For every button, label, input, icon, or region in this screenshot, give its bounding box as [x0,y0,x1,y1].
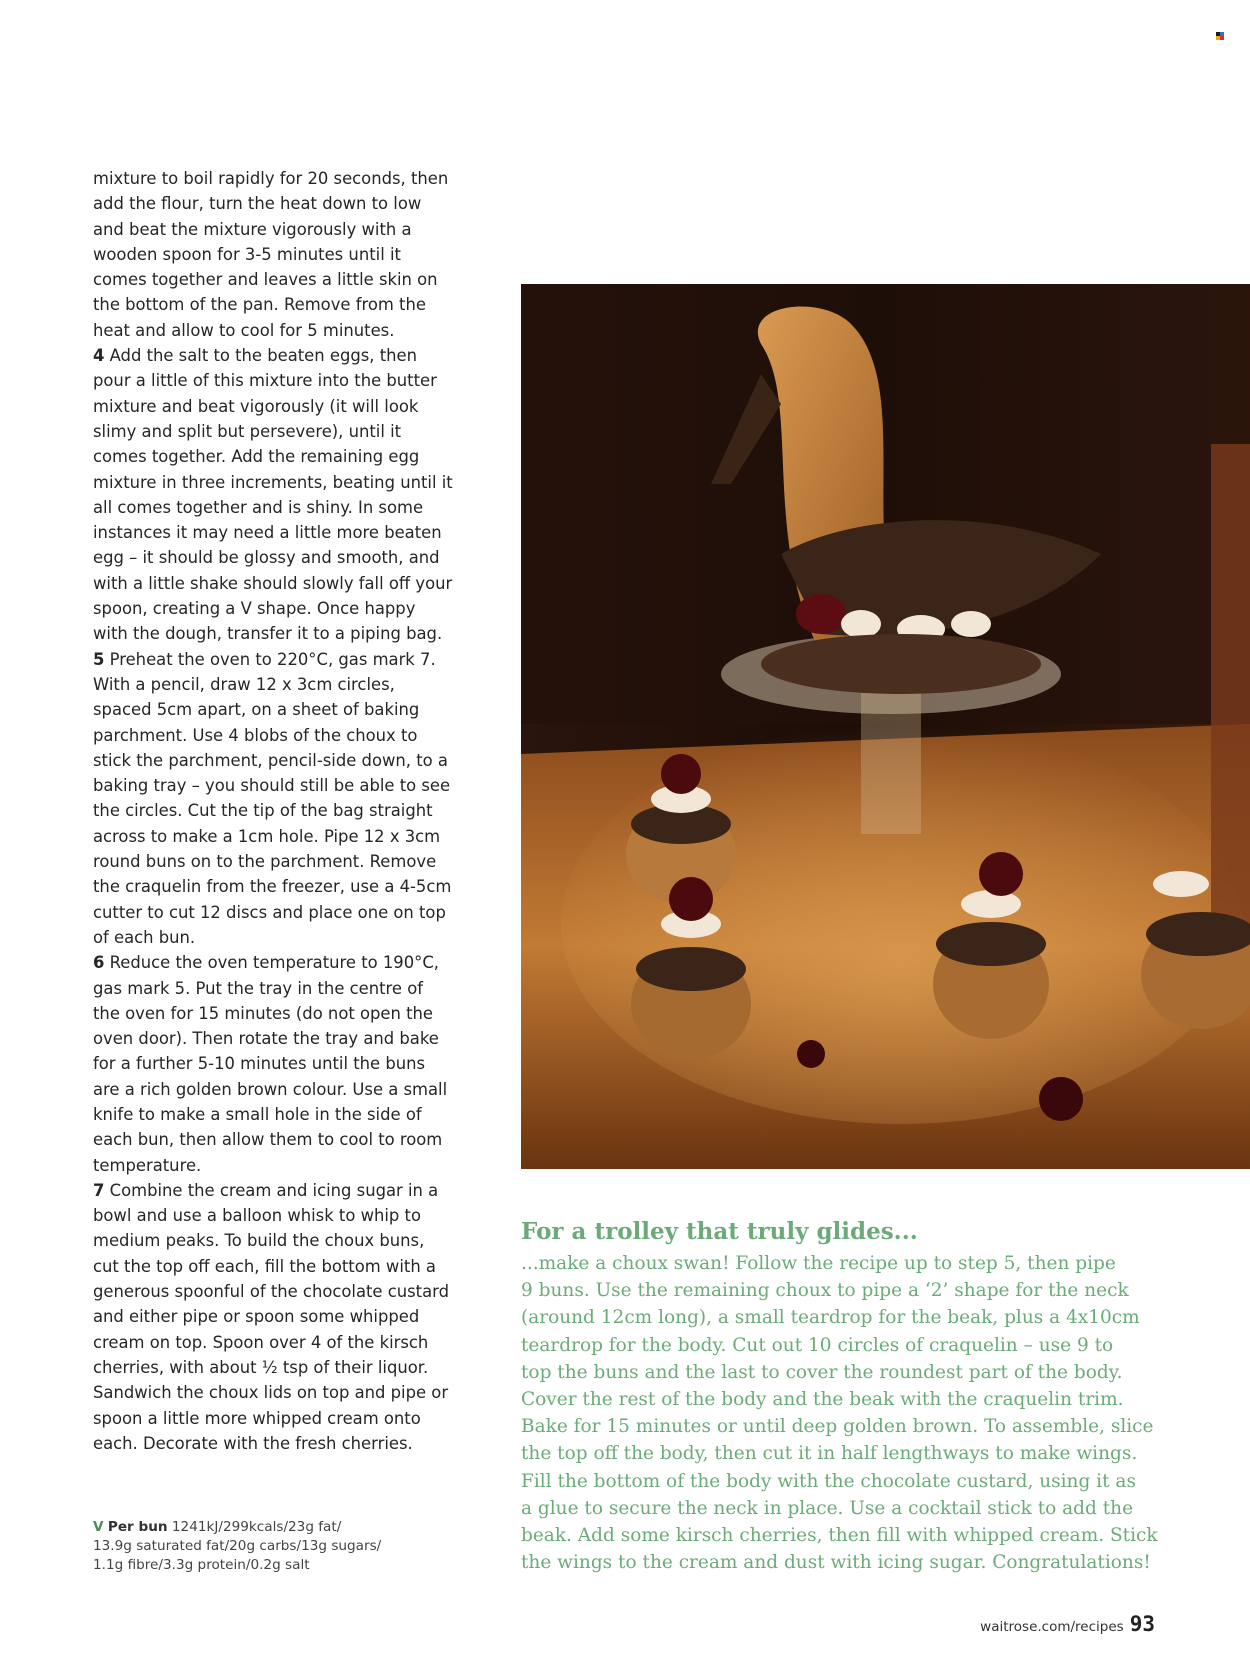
per-bun-label: Per bun [107,1519,168,1535]
tip-line: Cover the rest of the body and the beak with the craquelin trim. [521,1389,1124,1411]
method-column [93,166,453,1456]
tip-body [521,1250,1161,1576]
choux-swan-photo [521,284,1250,1169]
step-number: 4 [93,346,105,366]
vegetarian-badge: V [93,1519,104,1535]
corner-color-mark [1216,32,1226,42]
method-step-7: 7 Combine the cream and icing sugar in a bowl and use a balloon whisk to whip to medium peaks. To build the choux buns, cut the top off each, fill the bottom with a generous spoonful of the chocolate custard and either pipe or spoon some whipped cream on top. Spoon over 4 of the kirsch cherries, with about ½ tsp of their liquor. Sandwich the choux lids on top and pipe or spoon a little more whipped cream onto each. Decorate with the fresh cherries. [93,1180,449,1453]
page-number: 93 [1129,1612,1155,1636]
tip-title: For a trolley that truly glides... [521,1218,918,1245]
method-step-5: 5 Preheat the oven to 220°C, gas mark 7. With a pencil, draw 12 x 3cm circles, spaced 5cm apart, on a sheet of baking parchment. Use 4 blobs of the choux to stick the parchment, pencil-side down, to a baking tray – you should still be able to see the circles. Cut the tip of the bag straight across to make a 1cm hole. Pipe 12 x 3cm round buns on to the parchment. Remove the craquelin from the freezer, use a 4-5cm cutter to cut 12 discs and place one on top of each bun. [93,649,452,947]
step-number: 6 [93,953,105,973]
step-number: 7 [93,1180,105,1200]
method-step-6: 6 Reduce the oven temperature to 190°C, gas mark 5. Put the tray in the centre of the oven for 15 minutes (do not open the oven door). Then rotate the tray and bake for a further 5-10 minutes until the buns are a rich golden brown colour. Use a small knife to make a small hole in the side of each bun, then allow them to cool to room temperature. [93,953,448,1175]
tip-line: Fill the bottom of the body with the chocolate custard, using it as [521,1470,1136,1492]
nutrition-line-3: 1.1g fibre/3.3g protein/0.2g salt [93,1557,310,1573]
method-step-3-continued: mixture to boil rapidly for 20 seconds, then add the flour, turn the heat down to low and beat the mixture vigorously with a wooden spoon for 3-5 minutes until it comes together and leaves a little skin on the bottom of the pan. Remove from the heat and allow to cool for 5 minutes. [93,169,449,340]
nutrition-line-2: 13.9g saturated fat/20g carbs/13g sugars/ [93,1538,382,1554]
tip-line: the top off the body, then cut it in half lengthways to make wings. [521,1443,1138,1465]
nutrition-info [93,1518,453,1575]
photo-illustration [521,284,1250,1169]
tip-line: top the buns and the last to cover the roundest part of the body. [521,1361,1123,1383]
tip-line: teardrop for the body. Cut out 10 circles of craquelin – use 9 to [521,1334,1114,1356]
footer-url[interactable]: waitrose.com/recipes [980,1619,1124,1635]
nutrition-line-1: 1241kJ/299kcals/23g fat/ [171,1519,342,1535]
tip-line: ...make a choux swan! Follow the recipe up to step 5, then pipe [521,1253,1116,1274]
page-footer [980,1612,1155,1636]
tip-line: 9 buns. Use the remaining choux to pipe a ‘2’ shape for the neck [521,1280,1129,1302]
tip-line: Bake for 15 minutes or until deep golden brown. To assemble, slice [521,1416,1154,1438]
tip-line: the wings to the cream and dust with icing sugar. Congratulations! [521,1552,1151,1574]
step-number: 5 [93,649,105,669]
tip-line: beak. Add some kirsch cherries, then fill with whipped cream. Stick [521,1525,1158,1547]
tip-line: (around 12cm long), a small teardrop for the beak, plus a 4x10cm [521,1307,1140,1329]
method-step-4: 4 Add the salt to the beaten eggs, then pour a little of this mixture into the butter mixture and beat vigorously (it will look slimy and split but persevere), until it comes together. Add the remaining egg mixture in three increments, beating until it all comes together and is shiny. In some instances it may need a little more beaten egg – it should be glossy and smooth, and with a little shake should slowly fall off your spoon, creating a V shape. Once happy with the dough, transfer it to a piping bag. [93,346,453,644]
tip-line: a glue to secure the neck in place. Use a cocktail stick to add the [521,1497,1134,1519]
